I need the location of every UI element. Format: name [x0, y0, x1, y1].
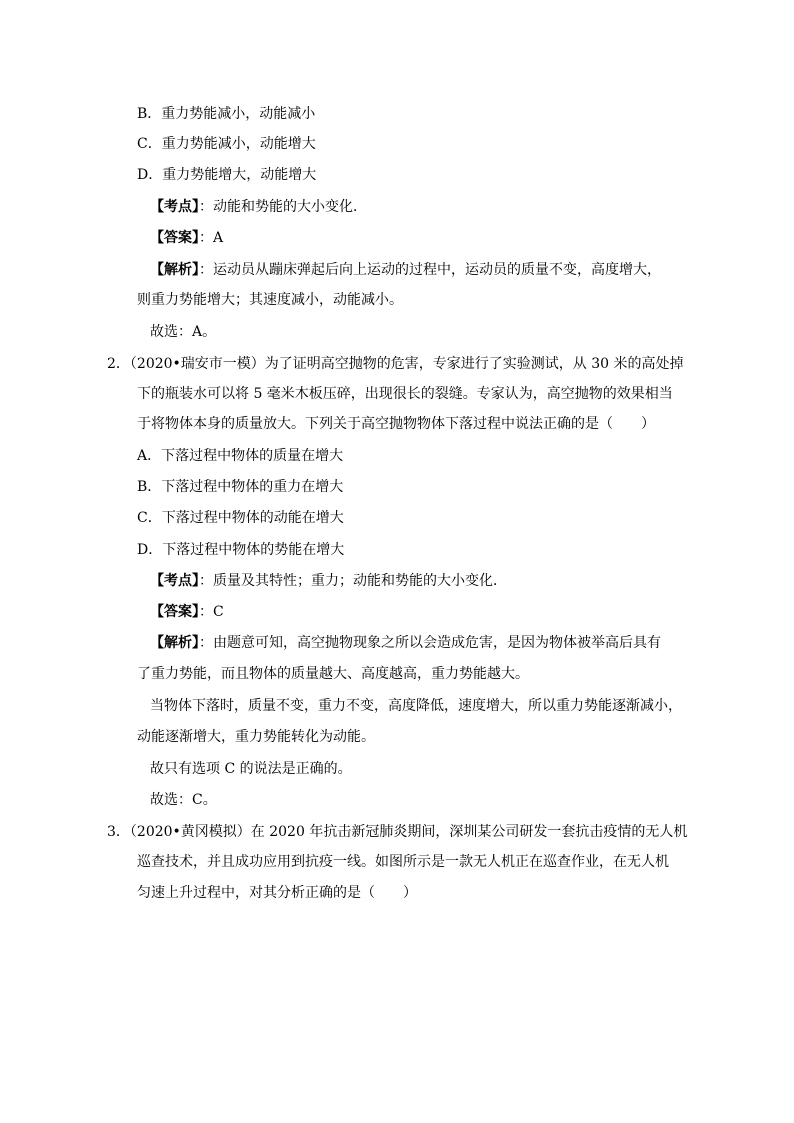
q2-jiexi-tag: 【解析】	[150, 635, 199, 651]
q1-jiexi-tag: 【解析】	[150, 262, 199, 278]
q1-kaodian-text: ：动能和势能的大小变化．	[199, 199, 367, 215]
q1-kaodian-tag: 【考点】	[150, 199, 199, 215]
q3-stem-line3: 匀速上升过程中，对其分析正确的是（ ）	[137, 885, 417, 901]
q1-guxuan: 故选：A。	[150, 324, 217, 340]
q2-jiexi-line2: 了重力势能，而且物体的质量越大、高度越高，重力势能越大。	[137, 666, 529, 682]
q1-option-b: B．重力势能减小，动能减小	[137, 106, 316, 122]
q2-option-a: A．下落过程中物体的质量在增大	[137, 448, 344, 464]
q2-guxuan: 故选：C。	[150, 792, 217, 808]
q3-stem-line1: 3．（2020•黄冈模拟）在 2020 年抗击新冠肺炎期间，深圳某公司研发一套抗击疫情的无人机	[107, 824, 688, 840]
q2-kaodian	[150, 571, 507, 591]
q2-jiexi-line5: 故只有选项 C 的说法是正确的。	[150, 761, 352, 777]
q1-option-c: C．重力势能减小，动能增大	[137, 136, 316, 152]
q2-daan-text: ：C	[199, 604, 224, 620]
q1-daan-tag: 【答案】	[150, 230, 199, 246]
q2-daan-tag: 【答案】	[150, 604, 199, 620]
q2-jiexi	[150, 633, 661, 653]
q2-option-b: B．下落过程中物体的重力在增大	[137, 479, 344, 495]
q1-option-d: D．重力势能增大，动能增大	[137, 167, 317, 183]
q2-jiexi-line4: 动能逐渐增大，重力势能转化为动能。	[137, 729, 375, 745]
q1-daan	[150, 228, 223, 248]
q2-jiexi-line3: 当物体下落时，质量不变，重力不变，高度降低，速度增大，所以重力势能逐渐减小，	[150, 698, 682, 714]
q2-daan	[150, 602, 224, 622]
q1-daan-text: ：A	[199, 230, 224, 246]
q1-jiexi	[150, 260, 661, 280]
q2-stem-line3: 于将物体本身的质量放大。下列关于高空抛物物体下落过程中说法正确的是（ ）	[137, 416, 655, 432]
q2-option-d: D．下落过程中物体的势能在增大	[137, 542, 345, 558]
q2-option-c: C．下落过程中物体的动能在增大	[137, 510, 344, 526]
q2-stem-line2: 下的瓶装水可以将 5 毫米木板压碎，出现很长的裂缝。专家认为，高空抛物的效果相当	[137, 386, 673, 402]
q1-kaodian	[150, 197, 367, 217]
q1-jiexi-line1: ：运动员从蹦床弹起后向上运动的过程中，运动员的质量不变，高度增大，	[199, 262, 661, 278]
q2-jiexi-line1: ：由题意可知，高空抛物现象之所以会造成危害，是因为物体被举高后具有	[199, 635, 661, 651]
q1-jiexi-line2: 则重力势能增大；其速度减小，动能减小。	[137, 292, 403, 308]
q2-kaodian-tag: 【考点】	[150, 573, 199, 589]
q2-kaodian-text: ：质量及其特性；重力；动能和势能的大小变化．	[199, 573, 507, 589]
q3-stem-line2: 巡查技术，并且成功应用到抗疫一线。如图所示是一款无人机正在巡查作业，在无人机	[137, 854, 669, 870]
q2-stem-line1: 2．（2020•瑞安市一模）为了证明高空抛物的危害，专家进行了实验测试，从 30 米的高处掉	[107, 356, 684, 372]
